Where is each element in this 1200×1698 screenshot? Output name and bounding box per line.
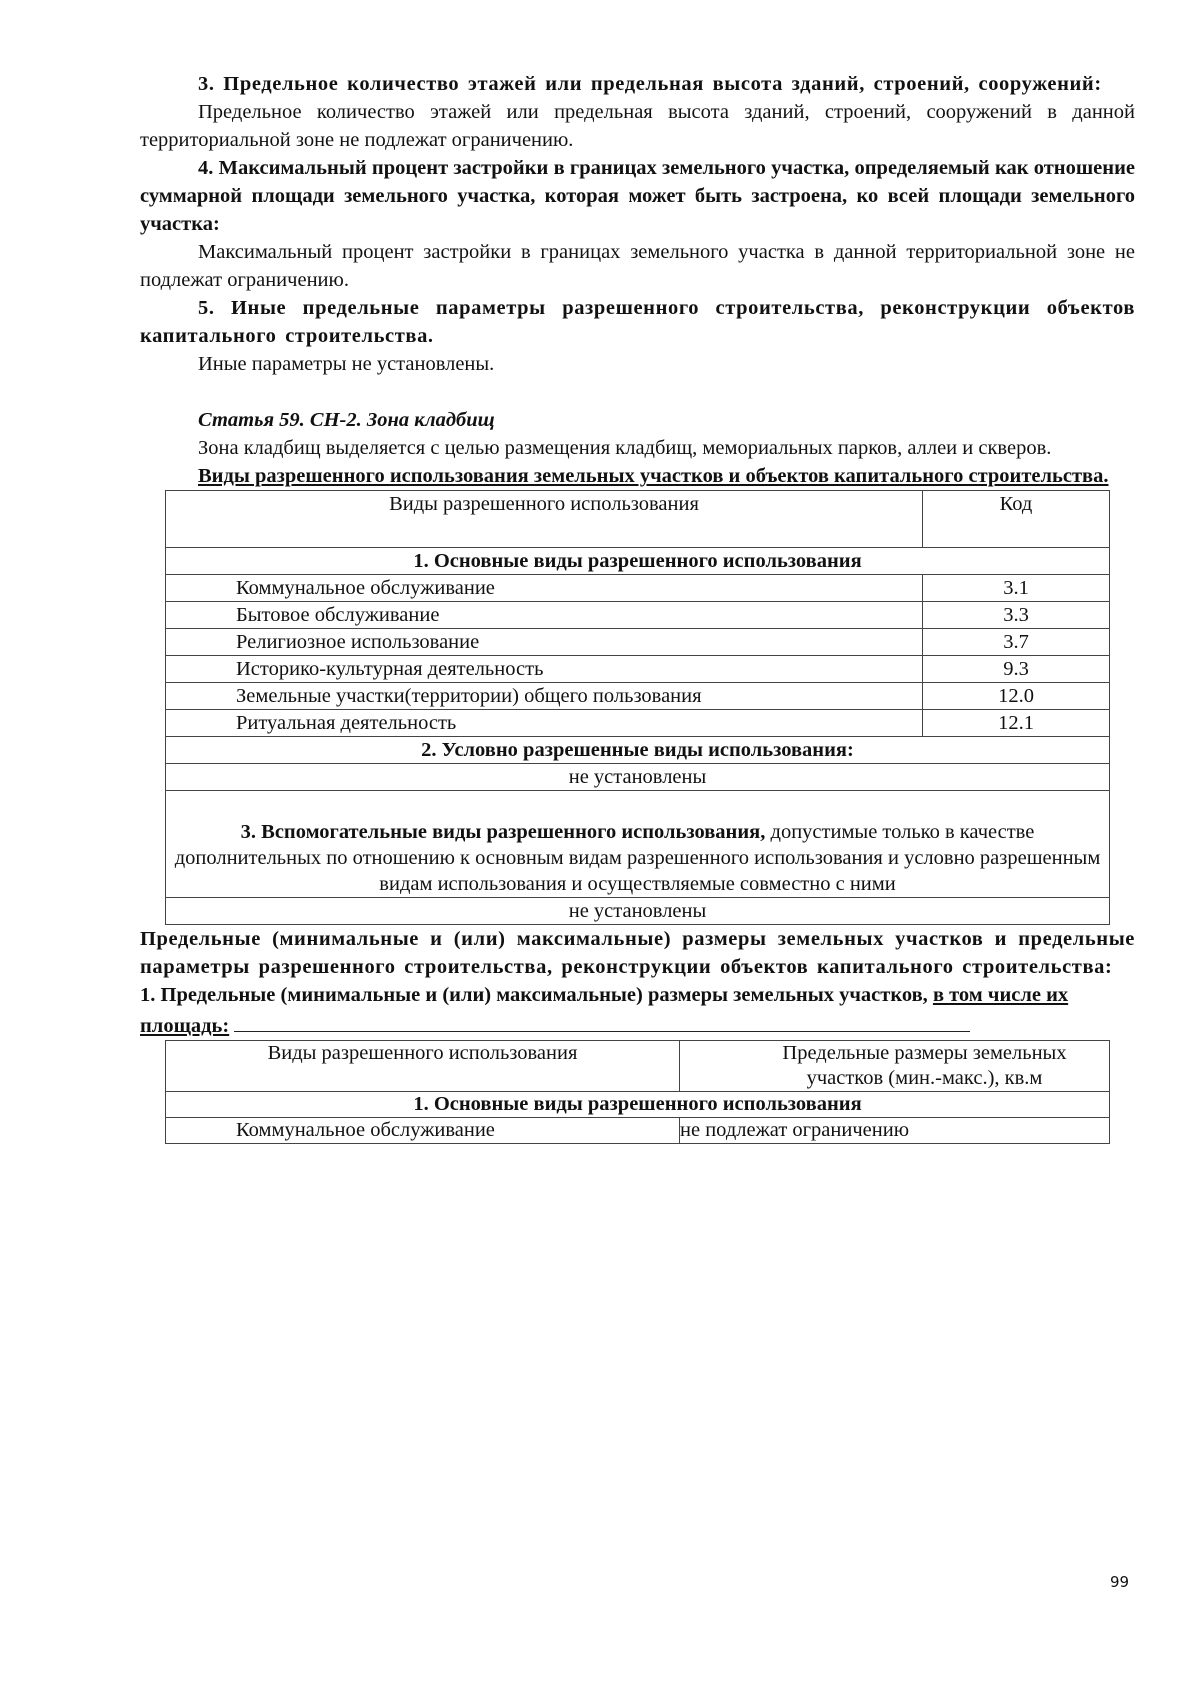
section-2-value: не установлены bbox=[166, 764, 1110, 791]
section-3-value: не установлены bbox=[166, 898, 1110, 925]
section-row bbox=[166, 764, 1110, 791]
table-row bbox=[166, 656, 1110, 683]
use-code: 3.7 bbox=[923, 629, 1110, 656]
section-3-heading: 3. Предельное количество этажей или предельная высота зданий, строений, сооружений: bbox=[198, 73, 1102, 95]
header-size: Предельные размеры земельных участков (мин.-макс.), кв.м bbox=[680, 1041, 1110, 1092]
table-row bbox=[166, 710, 1110, 737]
use-name: Коммунальное обслуживание bbox=[166, 575, 923, 602]
use-name: Ритуальная деятельность bbox=[166, 710, 923, 737]
section-row bbox=[166, 1092, 1110, 1118]
use-name: Земельные участки(территории) общего пользования bbox=[166, 683, 923, 710]
section-2-title: 2. Условно разрешенные виды использования: bbox=[166, 737, 1110, 764]
document-page bbox=[140, 70, 1135, 1144]
use-code: 12.1 bbox=[923, 710, 1110, 737]
header-code: Код bbox=[923, 491, 1110, 548]
types-heading-text: Виды разрешенного использования земельных участков и объектов капитального строительства. bbox=[198, 465, 1109, 487]
table-row bbox=[166, 575, 1110, 602]
header-type: Виды разрешенного использования bbox=[166, 491, 923, 548]
section-3-title: 3. Вспомогательные виды разрешенного использования, bbox=[240, 821, 766, 843]
types-heading bbox=[140, 462, 1135, 490]
use-code: 3.1 bbox=[923, 575, 1110, 602]
table-header-row bbox=[166, 1041, 1110, 1092]
section-3-text: Предельное количество этажей или предельная высота зданий, строений, сооружений в данной территориальной зоне не подлежат ограничению. bbox=[140, 101, 1135, 151]
table-row bbox=[166, 683, 1110, 710]
header-type: Виды разрешенного использования bbox=[166, 1041, 680, 1092]
use-code: 3.3 bbox=[923, 602, 1110, 629]
section-5-heading: 5. Иные предельные параметры разрешенного строительства, реконструкции объектов капитального строительства. bbox=[140, 297, 1135, 347]
section-3-description: допустимые только в качестве дополнительных по отношению к основным видам разрешенного использования и условно разрешенным видам использования и осуществляемые совместно с ними bbox=[174, 821, 1101, 895]
section-row bbox=[166, 737, 1110, 764]
section-1-title: 1. Основные виды разрешенного использования bbox=[166, 1092, 1110, 1118]
limits-heading: Предельные (минимальные и (или) максимальные) размеры земельных участков и предельные параметры разрешенного строительства, реконструкции объектов капитального строительства: bbox=[140, 928, 1135, 978]
article-text: Зона кладбищ выделяется с целью размещения кладбищ, мемориальных парков, аллеи и скверов. bbox=[198, 437, 1052, 459]
section-5-text: Иные параметры не установлены. bbox=[198, 353, 495, 375]
size-limits-table bbox=[165, 1040, 1110, 1144]
use-name: Историко-культурная деятельность bbox=[166, 656, 923, 683]
section-4-heading: 4. Максимальный процент застройки в границах земельного участка, определяемый как отношение суммарной площади земельного участка, которая может быть застроена, ко всей площади земельного участка: bbox=[140, 157, 1135, 235]
section-1-title: 1. Основные виды разрешенного использования bbox=[166, 548, 1110, 575]
section-row bbox=[166, 548, 1110, 575]
table-row bbox=[166, 1118, 1110, 1144]
limits-subheading-b: в том числе их площадь: bbox=[140, 984, 1069, 1037]
use-code: 9.3 bbox=[923, 656, 1110, 683]
underline-fill bbox=[234, 1009, 970, 1032]
use-name: Бытовое обслуживание bbox=[166, 602, 923, 629]
permitted-use-table bbox=[165, 490, 1110, 925]
section-row bbox=[166, 898, 1110, 925]
table-row bbox=[166, 629, 1110, 656]
table-header-row bbox=[166, 491, 1110, 548]
use-name: Коммунальное обслуживание bbox=[166, 1118, 680, 1144]
use-name: Религиозное использование bbox=[166, 629, 923, 656]
use-code: 12.0 bbox=[923, 683, 1110, 710]
table-row bbox=[166, 602, 1110, 629]
limits-subheading-a: 1. Предельные (минимальные и (или) максимальные) размеры земельных участков, bbox=[140, 984, 933, 1006]
section-row bbox=[166, 791, 1110, 898]
section-4-text: Максимальный процент застройки в границах земельного участка в данной территориальной зоне не подлежат ограничению. bbox=[140, 241, 1135, 291]
size-value: не подлежат ограничению bbox=[680, 1118, 1110, 1144]
article-title: Статья 59. СН-2. Зона кладбищ bbox=[198, 409, 495, 431]
section-3-cell bbox=[166, 791, 1110, 898]
page-number: 99 bbox=[1110, 1573, 1130, 1591]
limits-subheading bbox=[140, 981, 1135, 1040]
